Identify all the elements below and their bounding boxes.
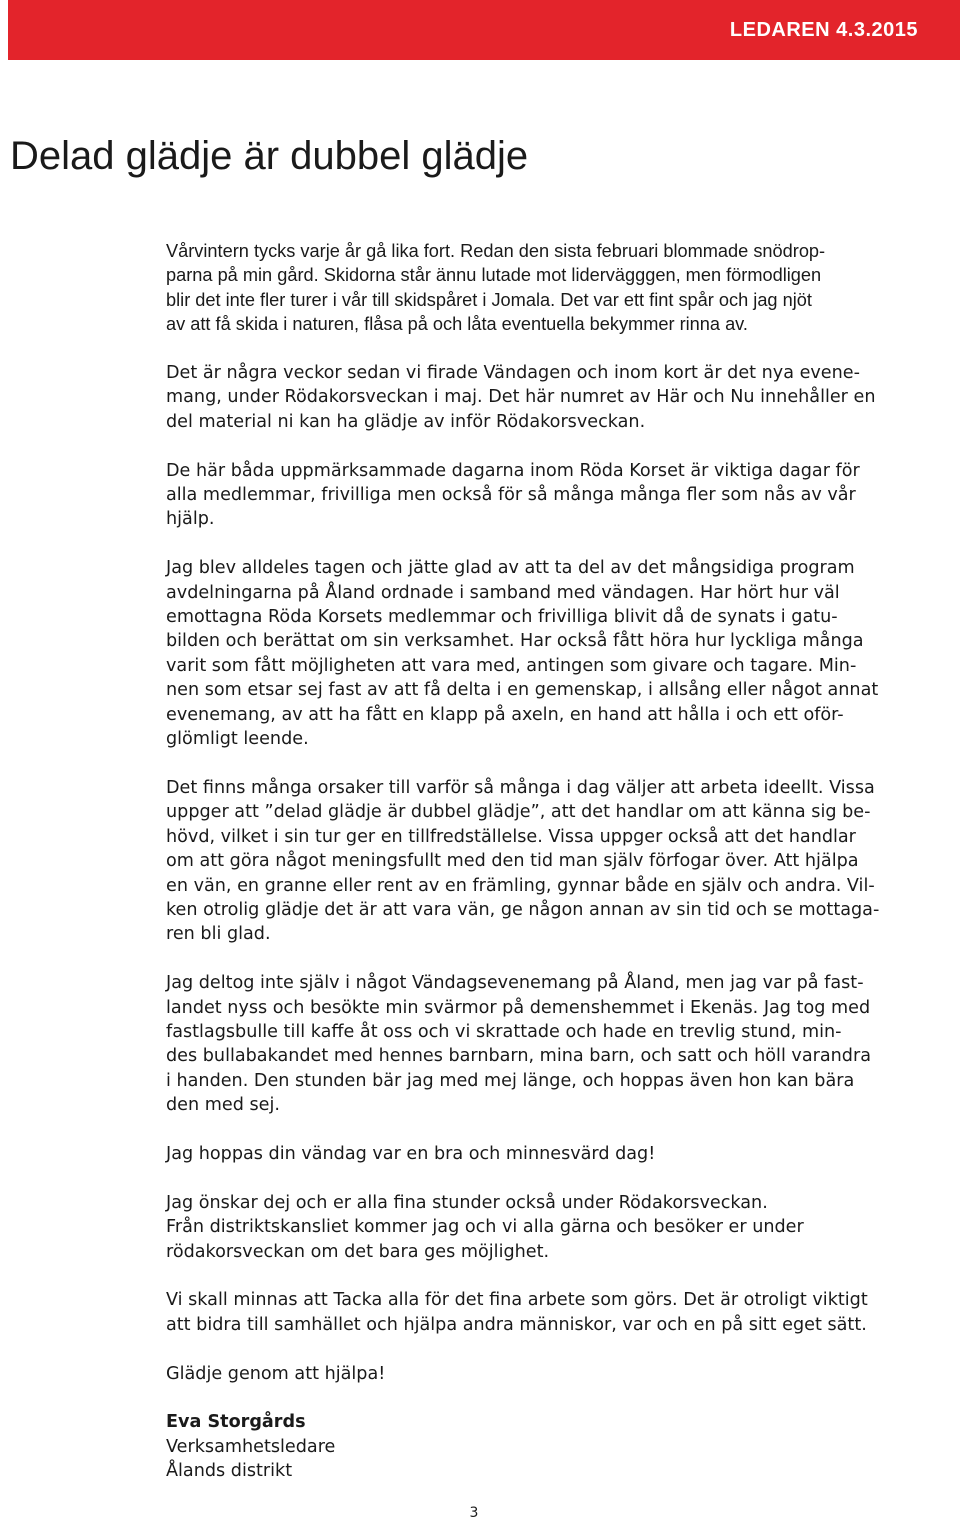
text-line: del material ni kan ha glädje av inför Rödakorsveckan. (166, 411, 646, 432)
page-number: 3 (469, 1505, 479, 1521)
text-line: Jag deltog inte själv i något Vändagsevenemang på Åland, men jag var på fast- (166, 973, 864, 994)
text-line: hjälp. (166, 509, 215, 530)
paragraph-gap (166, 532, 952, 556)
paragraph-gap (166, 751, 952, 775)
text-line: Vårvintern tycks varje år gå lika fort. Redan den sista februari blommade snödrop- (166, 241, 826, 261)
text-line: mang, under Rödakorsveckan i maj. Det här numret av Här och Nu innehåller en (166, 387, 876, 408)
signature-organization: Ålands distrikt (166, 1461, 293, 1482)
paragraph (166, 361, 952, 434)
paragraph (166, 459, 952, 532)
paragraph-gap (166, 947, 952, 971)
text-line: uppger att ”delad glädje är dubbel glädje”, att det handlar om att känna sig be- (166, 802, 871, 823)
text-line: glömligt leende. (166, 729, 309, 750)
paragraph-gap (166, 1264, 952, 1288)
paragraph-gap (166, 434, 952, 458)
header-bar (8, 0, 960, 60)
text-line: den med sej. (166, 1095, 280, 1116)
paragraph-gap (166, 1337, 952, 1361)
paragraphs (166, 239, 952, 1410)
text-line: hövd, vilket i sin tur ger en tillfredställelse. Vissa uppger också att det handlar (166, 826, 856, 847)
text-line: Från distriktskansliet kommer jag och vi alla gärna och besöker er under (166, 1217, 804, 1238)
text-line: des bullabakandet med hennes barnbarn, mina barn, och satt och höll varandra (166, 1046, 871, 1067)
paragraph-gap (166, 1386, 952, 1410)
text-line: blir det inte fler turer i vår till skidspåret i Jomala. Det var ett fint spår och jag njöt (166, 289, 812, 310)
article-title: Delad glädje är dubbel glädje (10, 134, 529, 178)
paragraph (166, 971, 952, 1117)
text-line: landet nyss och besökte min svärmor på demenshemmet i Ekenäs. Jag tog med (166, 997, 871, 1018)
text-line: varit som fått möjligheten att vara med, antingen som givare och tagare. Min- (166, 655, 857, 676)
text-line: Vi skall minnas att Tacka alla för det fina arbete som görs. Det är otroligt viktigt (166, 1290, 868, 1311)
text-line: ken otrolig glädje det är att vara vän, ge någon annan av sin tid och se mottaga- (166, 899, 880, 920)
text-line: Jag önskar dej och er alla fina stunder också under Rödakorsveckan. (166, 1192, 768, 1213)
paragraph (166, 1142, 952, 1166)
paragraph (166, 556, 952, 751)
text-line: emottagna Röda Korsets medlemmar och frivilliga blivit då de synats i gatu- (166, 607, 838, 628)
text-line: Det finns många orsaker till varför så många i dag väljer att arbeta ideellt. Vissa (166, 777, 875, 798)
signature-name: Eva Storgårds (166, 1412, 306, 1433)
text-line: evenemang, av att ha fått en klapp på axeln, en hand att hålla i och ett oför- (166, 704, 844, 725)
text-line: parna på min gård. Skidorna står ännu lutade mot lidervägggen, men förmodligen (166, 265, 822, 286)
article-body (166, 239, 952, 1484)
text-line: i handen. Den stunden bär jag med mej länge, och hoppas även hon kan bära (166, 1070, 855, 1091)
text-line: Jag hoppas din vändag var en bra och minnesvärd dag! (166, 1143, 656, 1164)
text-line: avdelningarna på Åland ordnade i samband med vändagen. Har hört hur väl (166, 582, 840, 603)
text-line: fastlagsbulle till kaffe åt oss och vi skrattade och hade en trevlig stund, min- (166, 1021, 842, 1042)
paragraph (166, 1191, 952, 1264)
text-line: bilden och berättat om sin verksamhet. Har också fått höra hur lyckliga många (166, 631, 864, 652)
paragraph (166, 776, 952, 947)
paragraph-gap (166, 337, 952, 361)
text-line: nen som etsar sej fast av att få delta i en gemenskap, i allsång eller något annat (166, 680, 879, 701)
text-line: en vän, en granne eller rent av en främling, gynnar både en själv och andra. Vil- (166, 875, 875, 896)
text-line: alla medlemmar, frivilliga men också för så många många fler som nås av vår (166, 485, 856, 506)
paragraph-gap (166, 1166, 952, 1190)
paragraph (166, 1288, 952, 1337)
text-line: rödakorsveckan om det bara ges möjlighet. (166, 1241, 550, 1262)
signature-role: Verksamhetsledare (166, 1436, 336, 1457)
text-line: Det är några veckor sedan vi firade Vändagen och inom kort är det nya evene- (166, 363, 860, 384)
text-line: Jag blev alldeles tagen och jätte glad av att ta del av det mångsidiga program (166, 558, 855, 579)
text-line: ren bli glad. (166, 924, 271, 945)
text-line: av att få skida i naturen, flåsa på och låta eventuella bekymmer rinna av. (166, 314, 748, 335)
paragraph (166, 239, 952, 337)
paragraph-gap (166, 1118, 952, 1142)
issue-label: LEDAREN 4.3.2015 (729, 19, 918, 41)
signature (166, 1410, 952, 1483)
text-line: om att göra något meningsfullt med den tid man själv förfogar över. Att hjälpa (166, 851, 859, 872)
text-line: Glädje genom att hjälpa! (166, 1363, 386, 1384)
text-line: De här båda uppmärksammade dagarna inom Röda Korset är viktiga dagar för (166, 460, 860, 481)
paragraph (166, 1362, 952, 1386)
text-line: att bidra till samhället och hjälpa andra människor, var och en på sitt eget sätt. (166, 1314, 867, 1335)
